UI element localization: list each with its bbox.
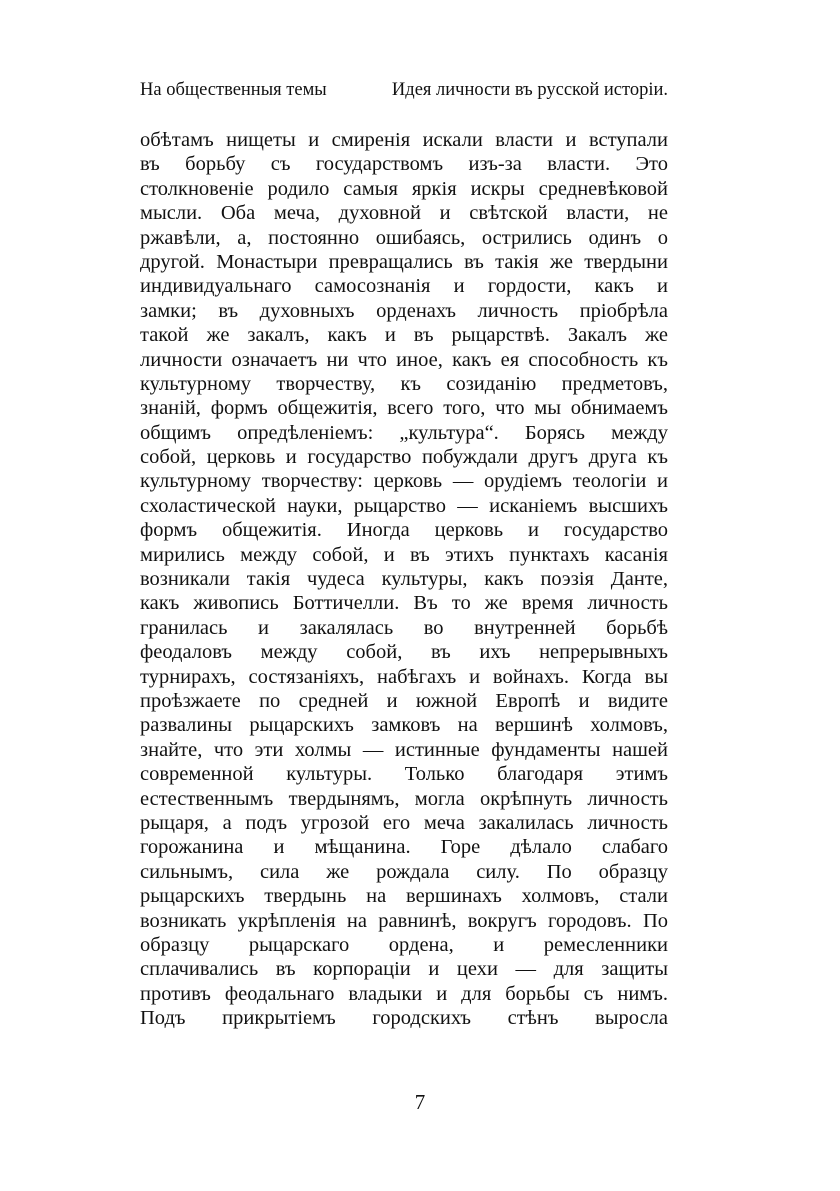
text-line: замки; въ духовныхъ орденахъ личность пріобрѣла	[140, 299, 668, 322]
text-line: возникали такія чудеса культуры, какъ поэзія Данте,	[140, 568, 668, 591]
text-line: знаній, формъ общежитія, всего того, что мы обнимаемъ	[140, 397, 668, 420]
text-line: образцу рыцарскаго ордена, и ремесленники	[140, 933, 668, 956]
text-line: мысли. Оба меча, духовной и свѣтской власти, не	[140, 202, 668, 225]
text-line: естественнымъ твердынямъ, могла окрѣпнуть личность	[140, 787, 668, 810]
text-line: противъ феодальнаго владыки и для борьбы съ нимъ.	[140, 982, 668, 1005]
text-line: культурному творчеству: церковь — орудіемъ теологіи и	[140, 470, 668, 493]
text-line: какъ живопись Боттичелли. Въ то же время личность	[140, 592, 668, 615]
text-line: ржавѣли, а, постоянно ошибаясь, острились одинъ о	[140, 226, 668, 249]
text-line: турнирахъ, состязаніяхъ, набѣгахъ и войнахъ. Когда вы	[140, 665, 668, 688]
text-line: личности означаетъ ни что иное, какъ ея способность къ	[140, 348, 668, 371]
header-chapter-title: Идея личности въ русской исторіи.	[391, 80, 668, 100]
page-number: 7	[414, 1090, 426, 1114]
text-line: возникать укрѣпленія на равнинѣ, вокругъ городовъ. По	[140, 909, 668, 932]
text-line: обѣтамъ нищеты и смиренія искали власти и вступали	[140, 129, 668, 151]
text-line: собой, церковь и государство побуждали другъ друга къ	[140, 446, 668, 469]
text-line: современной культуры. Только благодаря этимъ	[140, 763, 668, 786]
text-line: феодаловъ между собой, въ ихъ непрерывныхъ	[140, 641, 668, 664]
text-line: рыцаря, а подъ угрозой его меча закалилась личность	[140, 811, 668, 834]
text-line: схоластической науки, рыцарство — исканіемъ высшихъ	[140, 494, 668, 517]
text-line: формъ общежитія. Иногда церковь и государство	[140, 519, 668, 542]
text-line: Подъ прикрытіемъ городскихъ стѣнъ выросла	[140, 1007, 668, 1030]
text-line: такой же закалъ, какъ и въ рыцарствѣ. Закалъ же	[140, 324, 668, 347]
text-line: проѣзжаете по средней и южной Европѣ и видите	[140, 689, 668, 712]
text-line: другой. Монастыри превращались въ такія же твердыни	[140, 250, 668, 273]
text-line: мирились между собой, и въ этихъ пунктахъ касанія	[140, 543, 668, 566]
text-line: развалины рыцарскихъ замковъ на вершинѣ холмовъ,	[140, 714, 668, 737]
text-line: культурному творчеству, къ созиданію предметовъ,	[140, 372, 668, 395]
text-line: рыцарскихъ твердынь на вершинахъ холмовъ, стали	[140, 885, 668, 908]
text-line: индивидуальнаго самосознанія и гордости, какъ и	[140, 275, 668, 298]
text-line: горожанина и мѣщанина. Горе дѣлало слабаго	[140, 836, 668, 859]
text-line: общимъ опредѣленіемъ: „культура“. Борясь между	[140, 421, 668, 444]
header-section-title: На общественныя темы	[140, 80, 327, 100]
text-line: сильнымъ, сила же рождала силу. По образцу	[140, 860, 668, 883]
text-line: знайте, что эти холмы — истинные фундаменты нашей	[140, 738, 668, 761]
text-line: столкновеніе родило самыя яркія искры средневѣковой	[140, 177, 668, 200]
text-line: гранилась и закалялась во внутренней борьбѣ	[140, 616, 668, 639]
running-header	[140, 75, 668, 105]
text-line: сплачивались въ корпораціи и цехи — для защиты	[140, 958, 668, 981]
body-text	[140, 128, 668, 1030]
text-line: въ борьбу съ государствомъ изъ-за власти. Это	[140, 153, 668, 176]
